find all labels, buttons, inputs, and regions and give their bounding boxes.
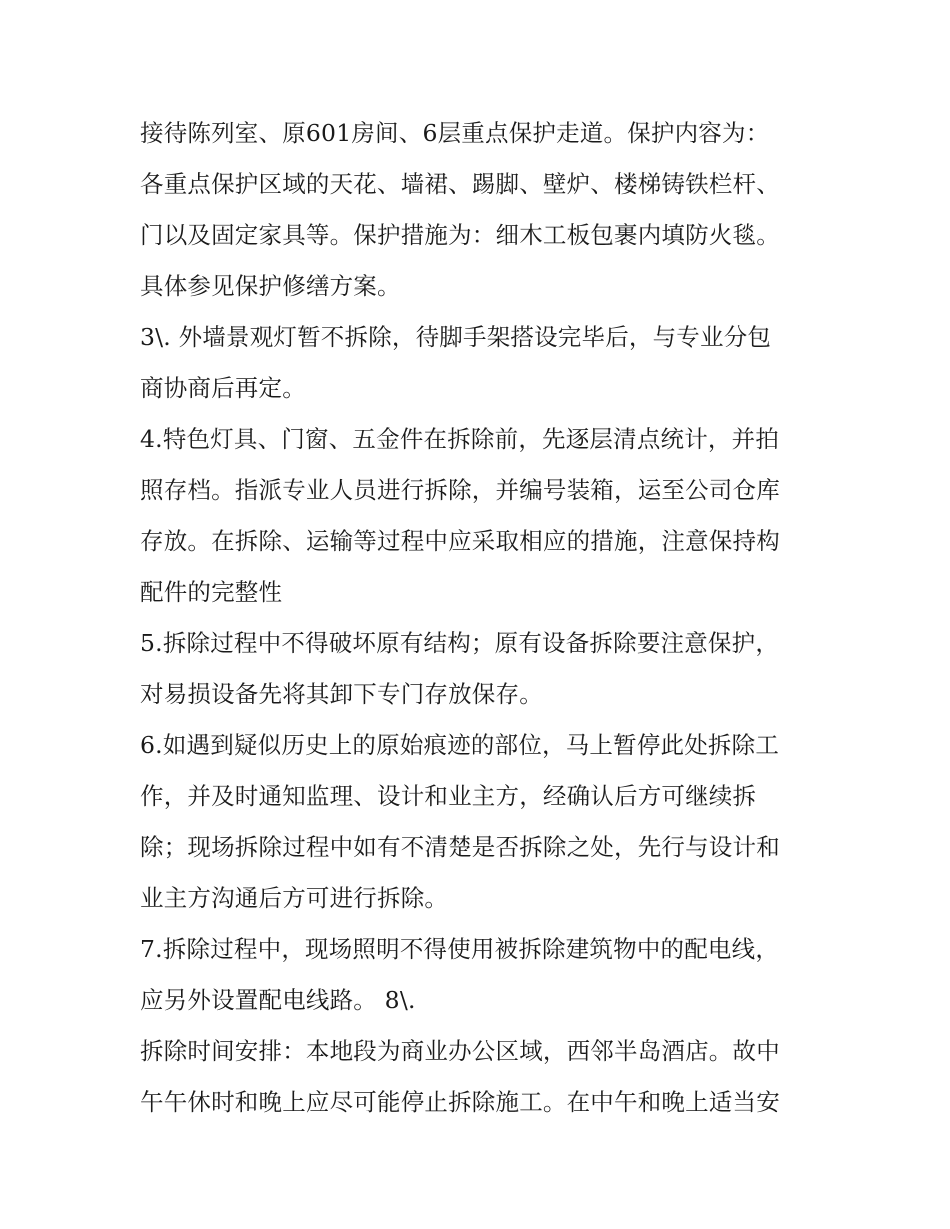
text-line: 拆除时间安排：本地段为商业办公区域，西邻半岛酒店。故中: [140, 1037, 780, 1065]
text-line: 除；现场拆除过程中如有不清楚是否拆除之处，先行与设计和: [140, 833, 780, 861]
text-line: 6.如遇到疑似历史上的原始痕迹的部位，马上暂停此处拆除工: [140, 731, 780, 759]
text-line: 应另外设置配电线路。 8\.: [140, 986, 416, 1014]
text-line: 配件的完整性: [140, 578, 283, 606]
text-line: 门以及固定家具等。保护措施为：细木工板包裹内填防火毯。: [140, 221, 780, 249]
text-line: 7.拆除过程中，现场照明不得使用被拆除建筑物中的配电线，: [140, 935, 780, 963]
text-line: 4.特色灯具、门窗、五金件在拆除前，先逐层清点统计，并拍: [140, 425, 780, 453]
text-line: 照存档。指派专业人员进行拆除，并编号装箱，运至公司仓库: [140, 476, 780, 504]
text-line: 对易损设备先将其卸下专门存放保存。: [140, 680, 543, 708]
text-line: 存放。在拆除、运输等过程中应采取相应的措施，注意保持构: [140, 527, 780, 555]
document-body: [140, 108, 830, 1128]
text-line: 作，并及时通知监理、设计和业主方，经确认后方可继续拆: [140, 782, 757, 810]
text-line: 商协商后再定。: [140, 374, 306, 402]
text-line: 接待陈列室、原601房间、6层重点保护走道。保护内容为：: [140, 119, 770, 147]
text-line: 午午休时和晚上应尽可能停止拆除施工。在中午和晚上适当安: [140, 1088, 780, 1116]
text-line: 具体参见保护修缮方案。: [140, 272, 401, 300]
text-line: 5.拆除过程中不得破坏原有结构；原有设备拆除要注意保护，: [140, 629, 780, 657]
text-line: 业主方沟通后方可进行拆除。: [140, 884, 449, 912]
text-line: 各重点保护区域的天花、墙裙、踢脚、壁炉、楼梯铸铁栏杆、: [140, 170, 780, 198]
text-line: 3\. 外墙景观灯暂不拆除，待脚手架搭设完毕后，与专业分包: [140, 323, 772, 351]
